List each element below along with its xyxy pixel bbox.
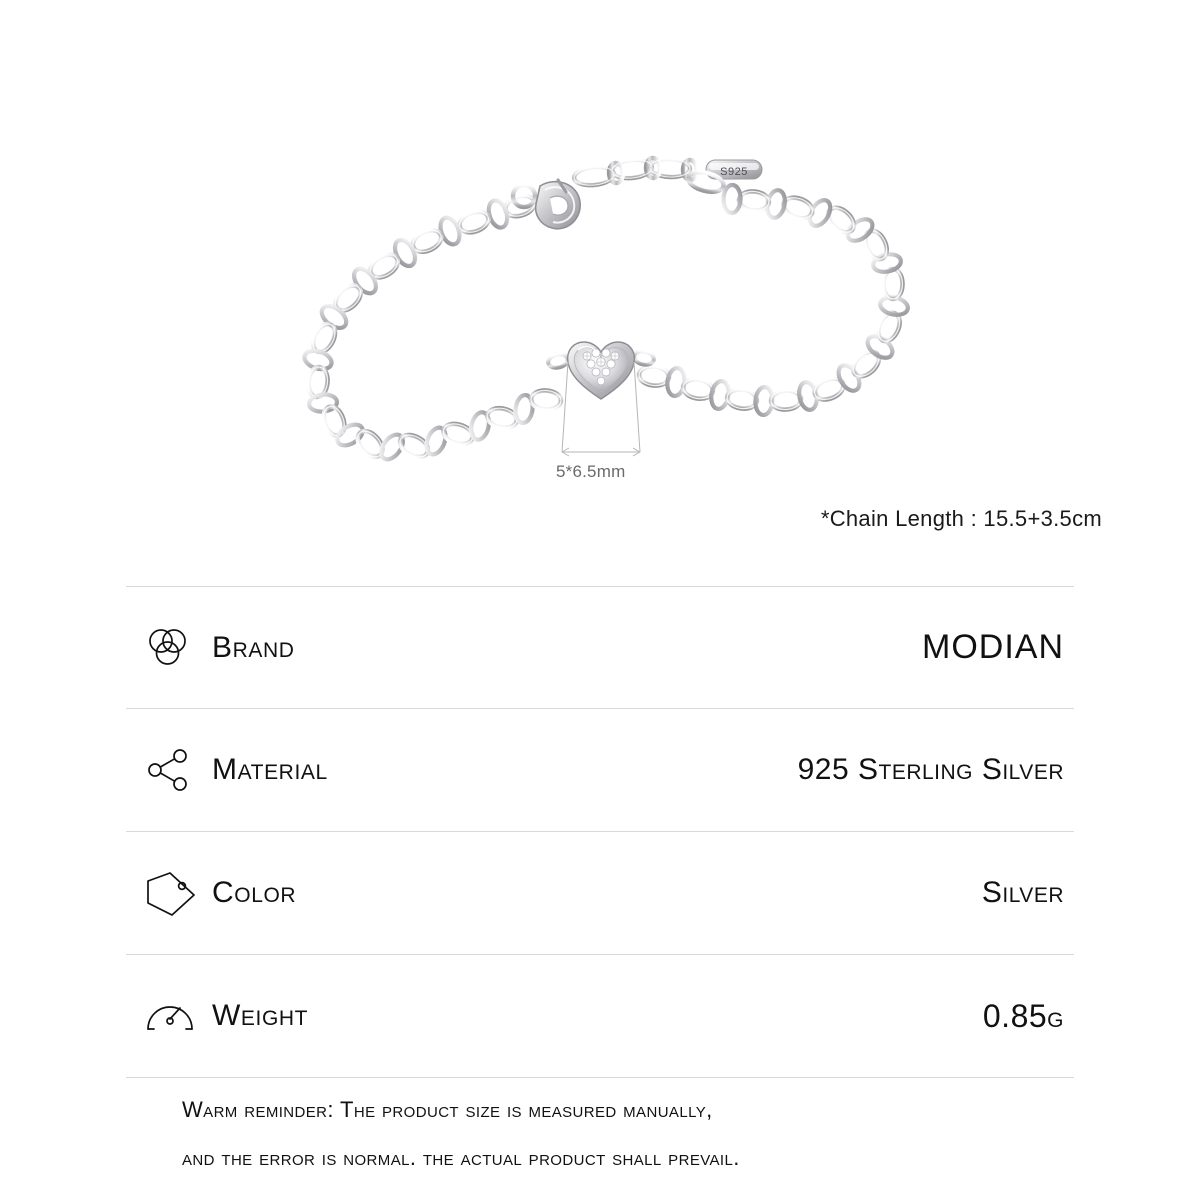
chain-length-label: *Chain Length : 15.5+3.5cm <box>820 506 1102 531</box>
spec-row-color <box>126 832 1074 955</box>
chain-right <box>638 185 909 416</box>
spec-label-brand: Brand <box>212 630 295 664</box>
rings-icon <box>126 624 212 672</box>
spec-label-color: Color <box>212 876 297 909</box>
spec-value-material: 925 Sterling Silver <box>797 753 1064 786</box>
weight-unit: G <box>1047 1008 1064 1032</box>
spec-value-color: Silver <box>981 876 1064 909</box>
share-icon <box>126 745 212 795</box>
note-line-2: and the error is normal. the actual product shall prevail. <box>182 1145 740 1170</box>
chain-left <box>302 192 562 463</box>
dimension-label: 5*6.5mm <box>556 462 626 481</box>
gauge-icon <box>126 991 212 1041</box>
spec-table <box>126 586 1074 1078</box>
note-line-1: Warm reminder: The product size is measured manually, <box>182 1097 713 1122</box>
spec-label-weight: Weight <box>212 999 309 1032</box>
weight-number: 0.85 <box>982 997 1048 1034</box>
lobster-clasp <box>513 180 580 229</box>
spec-value-brand: MODIAN <box>922 628 1064 666</box>
tag-icon <box>126 867 212 919</box>
spec-value-weight <box>983 998 1074 1035</box>
spec-label-material: Material <box>212 753 328 786</box>
spec-row-weight <box>126 955 1074 1078</box>
spec-row-brand <box>126 586 1074 709</box>
svg-text:S925: S925 <box>720 166 748 178</box>
spec-row-material <box>126 709 1074 832</box>
warm-reminder-note <box>182 1086 1082 1182</box>
product-image-area <box>0 0 1200 560</box>
extender-chain <box>573 158 762 195</box>
